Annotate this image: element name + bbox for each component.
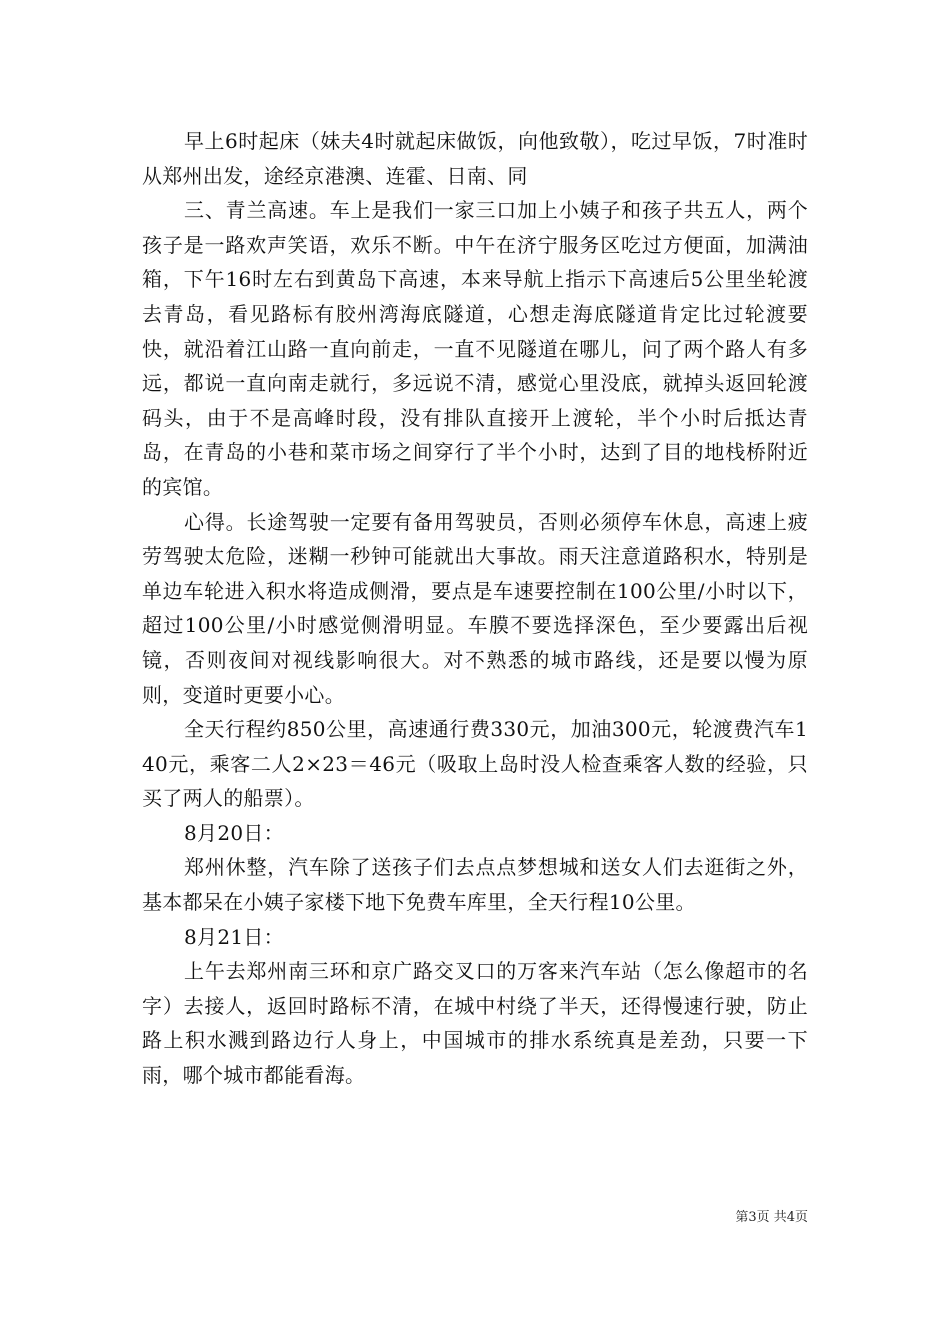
paragraph-zhengzhou-rest: 郑州休整，汽车除了送孩子们去点点梦想城和送女人们去逛街之外，基本都呆在小姨子家楼下地下免费车库里，全天行程10公里。 [142, 855, 808, 915]
paragraph-departure: 早上6时起床（妹夫4时就起床做饭，向他致敬），吃过早饭，7时准时从郑州出发，途经京港澳、连霍、日南、同 [142, 129, 808, 188]
date-heading-aug-21: 8月21日： [184, 924, 284, 949]
paragraph-day-costs: 全天行程约850公里，高速通行费330元，加油300元，轮渡费汽车140元，乘客二人2×23＝46元（吸取上岛时没人检查乘客人数的经验，只买了两人的船票）。 [142, 717, 808, 811]
paragraph-qinglan-highway: 三、青兰高速。车上是我们一家三口加上小姨子和孩子共五人，两个孩子是一路欢声笑语，欢乐不断。中午在济宁服务区吃过方便面，加满油箱，下午16时左右到黄岛下高速，本来导航上指示下高速后5公里坐轮渡去青岛，看见路标有胶州湾海底隧道，心想走海底隧道肯定比过轮渡要快，就沿着江山路一直向前走，一直不见隧道在哪儿，问了两个路人有多远，都说一直向南走就行，多远说不清，感觉心里没底，就掉头返回轮渡码头，由于不是高峰时段，没有排队直接开上渡轮，半个小时后抵达青岛，在青岛的小巷和菜市场之间穿行了半个小时，达到了目的地栈桥附近的宾馆。 [142, 198, 808, 499]
paragraph-driving-tips: 心得。长途驾驶一定要有备用驾驶员，否则必须停车休息，高速上疲劳驾驶太危险，迷糊一秒钟可能就出大事故。雨天注意道路积水，特别是单边车轮进入积水将造成侧滑，要点是车速要控制在100公里/小时以下，超过100公里/小时感觉侧滑明显。车膜不要选择深色，至少要露出后视镜，否则夜间对视线影响很大。对不熟悉的城市路线，还是要以慢为原则，变道时更要小心。 [142, 509, 808, 707]
page-number-footer: 第3页 共4页 [735, 1210, 808, 1225]
date-heading-aug-20: 8月20日： [184, 820, 284, 845]
paragraph-bus-station-pickup: 上午去郑州南三环和京广路交叉口的万客来汽车站（怎么像超市的名字）去接人，返回时路标不清，在城中村绕了半天，还得慢速行驶，防止路上积水溅到路边行人身上，中国城市的排水系统真是差劲，只要一下雨，哪个城市都能看海。 [142, 959, 808, 1088]
document-body [142, 124, 808, 1093]
